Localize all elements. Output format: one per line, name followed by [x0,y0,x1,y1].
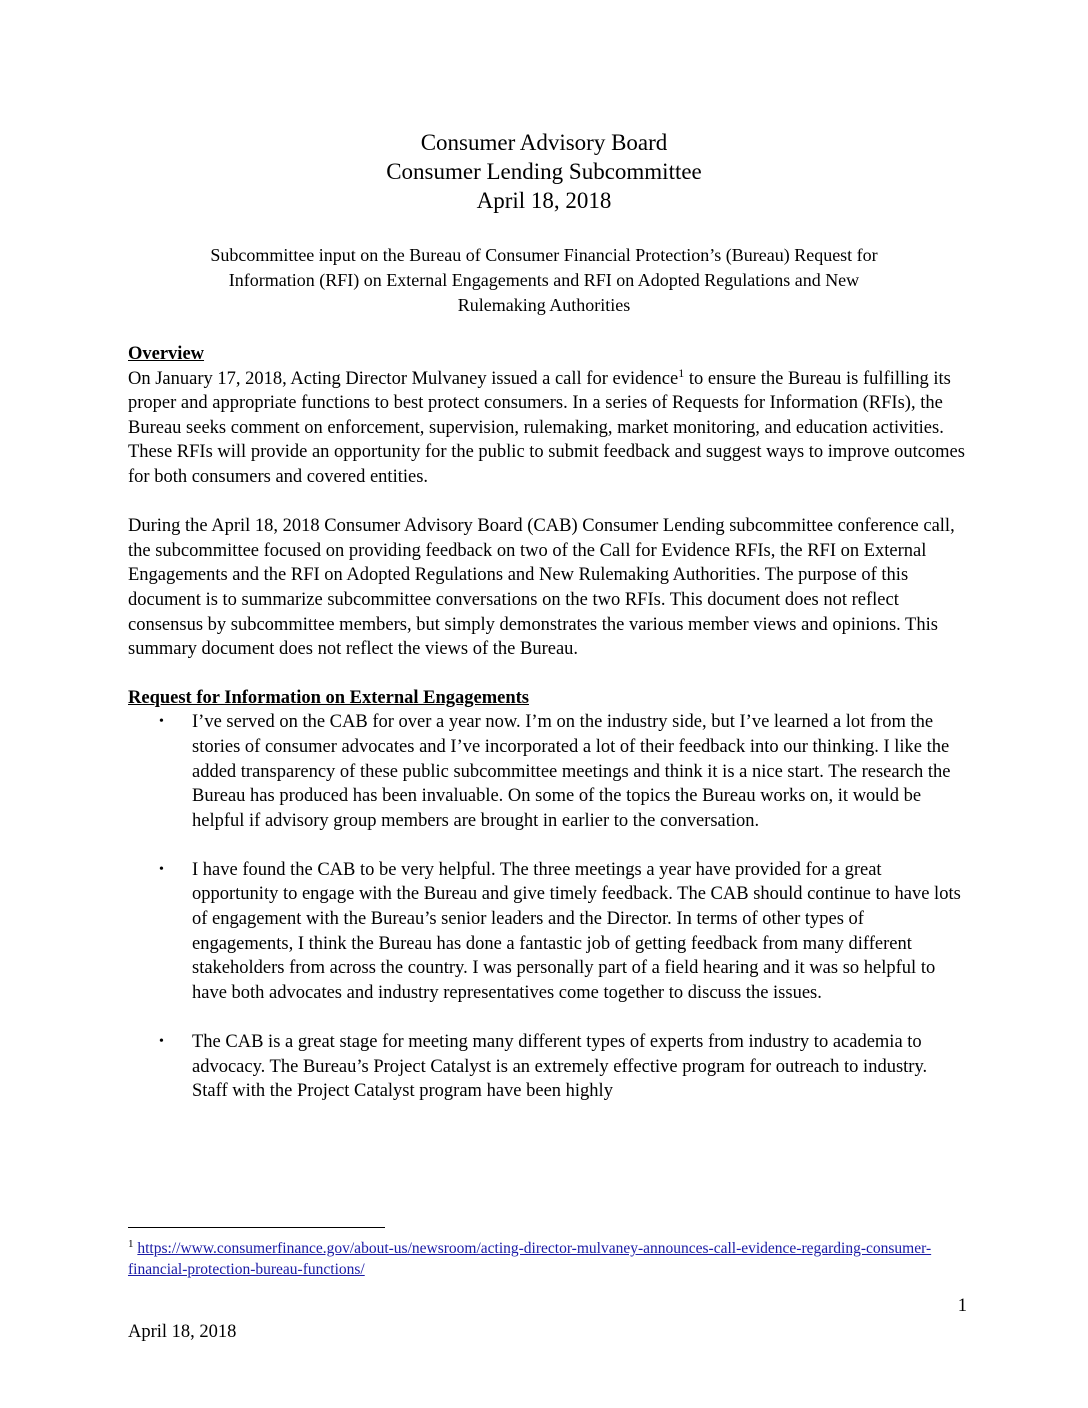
list-item [128,858,966,1006]
footnote [128,1238,978,1280]
document-header [0,128,1088,215]
footnote-reference[interactable]: 1 [678,365,685,380]
subtitle-line-1: Subcommittee input on the Bureau of Consumer Financial Protection’s (Bureau) Request for [210,245,878,265]
bullet-icon: • [159,861,164,877]
list-item [128,1030,966,1104]
footnote-divider [128,1227,385,1228]
header-date: April 18, 2018 [476,188,612,213]
document-subtitle [100,243,988,318]
overview-paragraph-1 [128,367,966,490]
overview-section [128,342,966,662]
bullet-icon: • [159,1034,164,1050]
overview-paragraph-1-text: On January 17, 2018, Acting Director Mulvaney issued a call for evidence [128,368,679,389]
section-spacer [128,662,966,686]
list-item-text: I have found the CAB to be very helpful. The three meetings a year have provided for a great opportunity to engage with the Bureau and give timely feedback. The CAB should continue to have lots of engagement with the Bureau’s senior leaders and the Director. In terms of other types of engagements, I think the Bureau has done a fantastic job of getting feedback from many different stakeholders from across the country. I was personally part of a field hearing and it was so helpful to have both advocates and industry representatives come together to discuss the issues. [192,859,961,1003]
subtitle-line-2: Information (RFI) on External Engagements and RFI on Adopted Regulations and New [228,270,860,290]
list-item-text: I’ve served on the CAB for over a year now. I’m on the industry side, but I’ve learned a lot from the stories of consumer advocates and I’ve incorporated a lot of their feedback into our thinking. I like the added transparency of these public subcommittee meetings and think it is a nice start. The research the Bureau has produced has been invaluable. On some of the topics the Bureau works on, it would be helpful if advisory group members are brought in earlier to the conversation. [192,712,951,831]
external-engagements-section [128,686,966,1104]
footnote-marker: 1 [128,1237,134,1250]
overview-paragraph-2: During the April 18, 2018 Consumer Advisory Board (CAB) Consumer Lending subcommittee conference call, the subcommittee focused on providing feedback on two of the Call for Evidence RFIs, the RFI on External Engagements and the RFI on Adopted Regulations and New Rulemaking Authorities. The purpose of this document is to summarize subcommittee conversations on the two RFIs. This document does not reflect consensus by subcommittee members, but simply demonstrates the various member views and opinions. This summary document does not reflect the views of the Bureau. [128,516,955,660]
footer-date: April 18, 2018 [128,1322,237,1342]
footnote-link[interactable]: https://www.consumerfinance.gov/about-us/newsroom/acting-director-mulvaney-announces-call-evidence-regarding-consumer-financial-protection-bureau-functions/ [128,1240,932,1278]
overview-paragraph-1-text-cont: to ensure the Bureau is fulfilling its proper and appropriate functions to best protect consumers. In a series of Requests for Information (RFIs), the Bureau seeks comment on enforcement, supervision, rulemaking, market monitoring, and education activities. These RFIs will provide an opportunity for the public to submit feedback and suggest ways to improve outcomes for both consumers and covered entities. [128,368,965,487]
subtitle-line-3: Rulemaking Authorities [457,295,631,315]
header-title-line-2: Consumer Lending Subcommittee [386,159,702,184]
header-title-line-1: Consumer Advisory Board [420,130,668,155]
page-number: 1 [957,1296,967,1316]
list-item [128,710,966,833]
bullet-icon: • [159,714,164,730]
document-body [128,342,966,1128]
external-engagements-heading: Request for Information on External Engagements [128,687,529,708]
overview-heading: Overview [128,344,205,364]
list-item-text: The CAB is a great stage for meeting many different types of experts from industry to academia to advocacy. The Bureau’s Project Catalyst is an extremely effective program for outreach to industry. Staff with the Project Catalyst program have been highly [192,1032,928,1102]
external-engagements-list [128,710,966,1104]
